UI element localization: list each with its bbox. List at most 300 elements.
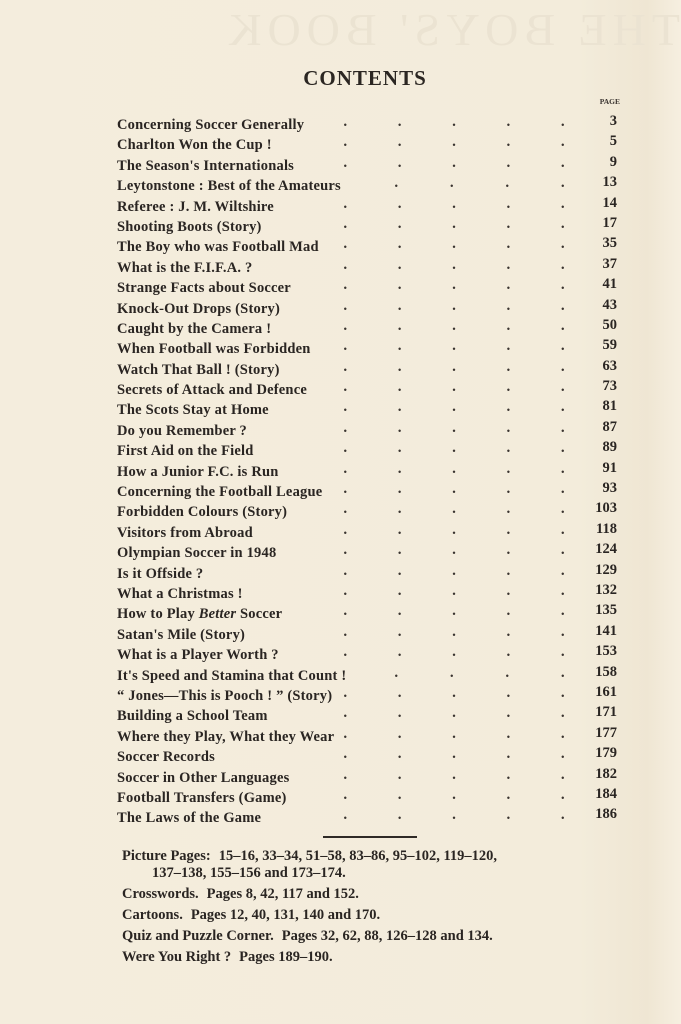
toc-entry [117, 439, 617, 459]
leader-dot: . [506, 767, 511, 783]
toc-entry-title: How a Junior F.C. is Run [117, 463, 279, 480]
leader-dot: . [560, 115, 565, 130]
contents-list [117, 113, 617, 827]
dot-leader [343, 115, 565, 131]
leader-dot: . [397, 685, 402, 701]
toc-entry [117, 806, 617, 826]
leader-dot: . [506, 604, 511, 620]
leader-dot: . [560, 624, 565, 640]
leader-dot: . [506, 563, 511, 579]
leader-dot: . [560, 502, 565, 518]
toc-entry [117, 378, 617, 398]
show-through-watermark: THE BOYS' BOOK [222, 4, 680, 55]
toc-entry-page: 103 [595, 500, 617, 517]
leader-dot: . [451, 645, 457, 661]
dot-leader [343, 543, 565, 559]
toc-entry-title: Football Transfers (Game) [117, 789, 287, 806]
toc-entry-title: The Boy who was Football Mad [117, 239, 319, 256]
leader-dot: . [504, 665, 510, 681]
leader-dot: . [449, 665, 454, 681]
dot-leader [343, 156, 565, 172]
leader-dot: . [397, 522, 402, 538]
leader-dot: . [343, 563, 348, 579]
leader-dot: . [397, 706, 402, 722]
toc-entry-title: Do you Remember ? [117, 422, 247, 439]
leader-dot: . [451, 482, 457, 498]
dot-leader [343, 176, 565, 192]
dot-leader [343, 237, 565, 253]
leader-dot: . [343, 278, 348, 294]
leader-dot: . [451, 706, 457, 722]
dot-leader [343, 360, 565, 376]
toc-entry-title: When Football was Forbidden [117, 341, 311, 358]
leader-dot: . [506, 706, 511, 722]
leader-dot: . [397, 604, 402, 620]
leader-dot: . [560, 237, 565, 253]
leader-dot: . [397, 257, 402, 273]
divider-rule [323, 836, 417, 838]
toc-entry-page: 37 [602, 255, 617, 272]
toc-entry-title: Concerning Soccer Generally [117, 117, 305, 133]
leader-dot: . [560, 563, 565, 579]
leader-dot: . [451, 257, 457, 273]
note-text: Pages 8, 42, 117 and 152. [206, 886, 359, 902]
leader-dot: . [506, 624, 511, 640]
toc-entry-title: “ Jones—This is Pooch ! ” (Story) [117, 687, 333, 704]
toc-entry-title: Concerning the Football League [117, 484, 323, 501]
leader-dot: . [397, 318, 402, 334]
leader-dot: . [397, 543, 402, 559]
leader-dot: . [560, 278, 565, 294]
leader-dot: . [506, 339, 511, 355]
dot-leader [343, 584, 565, 600]
toc-entry-title: Referee : J. M. Wiltshire [117, 198, 274, 215]
leader-dot: . [560, 482, 565, 498]
toc-entry-title: Soccer in Other Languages [117, 769, 290, 786]
leader-dot: . [397, 196, 402, 212]
dot-leader [343, 339, 565, 355]
toc-entry-page: 41 [602, 276, 617, 293]
toc-entry-page: 81 [602, 398, 617, 415]
toc-entry [117, 235, 617, 255]
toc-entry-page: 153 [595, 643, 617, 660]
toc-entry-title: Strange Facts about Soccer [117, 280, 291, 297]
toc-entry-page: 179 [595, 745, 617, 762]
dot-leader [343, 421, 565, 437]
toc-entry [117, 582, 617, 602]
leader-dot: . [506, 787, 511, 803]
leader-dot: . [506, 359, 511, 375]
toc-entry [117, 195, 617, 215]
leader-dot: . [560, 257, 565, 273]
leader-dot: . [451, 420, 457, 436]
leader-dot: . [451, 685, 457, 701]
leader-dot: . [397, 482, 402, 498]
leader-dot: . [560, 298, 565, 314]
leader-dot: . [397, 278, 402, 294]
leader-dot: . [560, 400, 565, 416]
leader-dot: . [451, 604, 457, 620]
leader-dot: . [343, 461, 348, 477]
note-text: Pages 32, 62, 88, 126–128 and 134. [281, 928, 493, 944]
leader-dot: . [506, 278, 511, 294]
leader-dot: . [397, 135, 402, 151]
leader-dot: . [506, 522, 511, 538]
leader-dot: . [560, 543, 565, 559]
toc-entry-page: 177 [595, 724, 617, 741]
leader-dot: . [506, 726, 511, 742]
toc-entry [117, 276, 617, 296]
toc-entry-title: Leytonstone : Best of the Amateurs [117, 178, 341, 195]
note-line [122, 949, 642, 966]
dot-leader [343, 502, 565, 518]
note-line [122, 928, 642, 945]
toc-entry-page: 93 [602, 480, 617, 497]
title-part: How to Play [117, 606, 199, 623]
leader-dot: . [451, 196, 457, 212]
leader-dot: . [397, 808, 402, 824]
leader-dot: . [343, 502, 348, 518]
toc-entry [117, 480, 617, 500]
leader-dot: . [343, 543, 348, 559]
leader-dot: . [397, 624, 402, 640]
leader-dot: . [451, 787, 457, 803]
toc-entry [117, 541, 617, 561]
leader-dot: . [506, 135, 511, 151]
leader-dot: . [451, 216, 457, 232]
toc-entry-title: Building a School Team [117, 708, 268, 725]
toc-entry-title: Satan's Mile (Story) [117, 626, 246, 643]
leader-dot: . [560, 461, 565, 477]
leader-dot: . [451, 359, 457, 375]
leader-dot: . [343, 257, 348, 273]
leader-dot: . [397, 767, 402, 783]
toc-entry-page: 59 [602, 337, 617, 354]
leader-dot: . [560, 380, 565, 396]
leader-dot: . [451, 339, 457, 355]
leader-dot: . [560, 176, 565, 192]
leader-dot: . [560, 685, 565, 701]
dot-leader [343, 462, 565, 478]
toc-entry [117, 786, 617, 806]
toc-entry-page: 73 [602, 378, 617, 395]
leader-dot: . [343, 298, 348, 314]
dot-leader [343, 400, 565, 416]
leader-dot: . [343, 808, 348, 824]
toc-entry [117, 398, 617, 418]
leader-dot: . [506, 420, 511, 436]
leader-dot: . [451, 155, 457, 171]
emphasis-text: Better [198, 606, 237, 623]
toc-entry [117, 562, 617, 582]
toc-entry-title: Olympian Soccer in 1948 [117, 545, 277, 562]
leader-dot: . [397, 502, 402, 518]
leader-dot: . [451, 583, 457, 599]
leader-dot: . [397, 563, 402, 579]
leader-dot: . [343, 400, 348, 416]
note-label: Picture Pages: [122, 848, 211, 864]
leader-dot: . [506, 543, 511, 559]
toc-entry-title: First Aid on the Field [117, 443, 254, 460]
toc-entry-title: Forbidden Colours (Story) [117, 504, 288, 521]
toc-entry-page: 89 [602, 439, 617, 456]
leader-dot: . [451, 624, 457, 640]
leader-dot: . [506, 380, 511, 396]
toc-entry [117, 500, 617, 520]
leader-dot: . [397, 420, 402, 436]
leader-dot: . [343, 115, 348, 130]
note-label: Cartoons. [122, 907, 183, 923]
toc-entry-page: 5 [609, 133, 617, 150]
note-text: Pages 189–190. [239, 949, 333, 965]
leader-dot: . [343, 359, 348, 375]
leader-dot: . [451, 747, 457, 763]
leader-dot: . [343, 237, 348, 253]
dot-leader [343, 686, 565, 702]
toc-entry-page: 129 [595, 561, 617, 578]
toc-entry [117, 317, 617, 337]
leader-dot: . [343, 624, 348, 640]
note-continuation: 137–138, 155–156 and 173–174. [152, 865, 346, 881]
leader-dot: . [506, 441, 511, 457]
leader-dot: . [560, 665, 565, 681]
leader-dot: . [397, 645, 402, 661]
leader-dot: . [451, 380, 457, 396]
toc-entry-page: 91 [602, 459, 617, 476]
leader-dot: . [343, 216, 348, 232]
toc-entry [117, 704, 617, 724]
dot-leader [343, 319, 565, 335]
leader-dot: . [451, 237, 457, 253]
toc-entry-page: 182 [595, 765, 617, 782]
leader-dot: . [343, 155, 348, 171]
dot-leader [343, 217, 565, 233]
leader-dot: . [560, 216, 565, 232]
leader-dot: . [506, 583, 511, 599]
note-line [122, 907, 642, 924]
leader-dot: . [560, 747, 565, 763]
dot-leader [343, 258, 565, 274]
leader-dot: . [451, 808, 457, 824]
toc-entry-title: The Season's Internationals [117, 157, 295, 174]
leader-dot: . [397, 747, 402, 763]
leader-dot: . [451, 441, 457, 457]
toc-entry-page: 171 [595, 704, 617, 721]
toc-entry [117, 643, 617, 663]
toc-entry [117, 725, 617, 745]
toc-entry-title: Secrets of Attack and Defence [117, 382, 307, 399]
leader-dot: . [451, 767, 457, 783]
toc-entry-title: The Scots Stay at Home [117, 402, 269, 419]
dot-leader [343, 135, 565, 151]
dot-leader [343, 625, 565, 641]
note-line [122, 848, 642, 882]
leader-dot: . [506, 502, 511, 518]
leader-dot: . [397, 298, 402, 314]
dot-leader [343, 604, 565, 620]
dot-leader [343, 645, 565, 661]
toc-entry-page: 63 [602, 357, 617, 374]
toc-entry-page: 132 [595, 581, 617, 598]
note-label: Were You Right ? [122, 949, 232, 965]
toc-entry-title: Is it Offside ? [117, 565, 204, 582]
leader-dot: . [506, 645, 511, 661]
toc-entry-page: 87 [602, 418, 617, 435]
toc-entry [117, 602, 617, 622]
leader-dot: . [343, 767, 348, 783]
leader-dot: . [449, 176, 454, 192]
toc-entry-page: 13 [602, 174, 617, 191]
note-text: Pages 12, 40, 131, 140 and 170. [190, 907, 381, 923]
leader-dot: . [343, 339, 348, 355]
dot-leader [343, 523, 565, 539]
dot-leader [343, 380, 565, 396]
leader-dot: . [560, 196, 565, 212]
toc-entry-page: 184 [595, 785, 617, 802]
dot-leader [343, 441, 565, 457]
dot-leader [343, 768, 565, 784]
toc-entry-page: 161 [595, 683, 617, 700]
leader-dot: . [506, 216, 511, 232]
leader-dot: . [506, 400, 511, 416]
toc-entry-title: Shooting Boots (Story) [117, 218, 262, 235]
leader-dot: . [393, 665, 399, 681]
leader-dot: . [397, 726, 402, 742]
leader-dot: . [506, 155, 511, 171]
toc-entry-page: 135 [595, 602, 617, 619]
toc-entry-page: 141 [595, 622, 617, 639]
toc-entry-title: Charlton Won the Cup ! [117, 137, 272, 154]
toc-entry [117, 358, 617, 378]
leader-dot: . [397, 380, 402, 396]
toc-entry-page: 9 [609, 153, 617, 170]
leader-dot: . [560, 318, 565, 334]
dot-leader [343, 788, 565, 804]
leader-dot: . [560, 726, 565, 742]
leader-dot: . [506, 298, 511, 314]
toc-entry-title: What a Christmas ! [117, 585, 243, 602]
leader-dot: . [560, 767, 565, 783]
toc-entry [117, 337, 617, 357]
toc-entry-page: 186 [595, 806, 617, 823]
leader-dot: . [451, 461, 457, 477]
leader-dot: . [343, 583, 348, 599]
toc-entry-title [117, 606, 282, 623]
leader-dot: . [343, 685, 348, 701]
toc-entry-page: 43 [602, 296, 617, 313]
leader-dot: . [343, 604, 348, 620]
toc-entry-title: Soccer Records [117, 749, 215, 766]
leader-dot: . [393, 176, 399, 192]
leader-dot: . [451, 400, 457, 416]
leader-dot: . [451, 522, 457, 538]
leader-dot: . [506, 808, 511, 824]
leader-dot: . [343, 318, 348, 334]
leader-dot: . [343, 747, 348, 763]
toc-entry-title: Knock-Out Drops (Story) [117, 300, 281, 317]
toc-entry [117, 745, 617, 765]
toc-entry [117, 766, 617, 786]
toc-entry-title: Watch That Ball ! (Story) [117, 361, 280, 378]
leader-dot: . [560, 441, 565, 457]
leader-dot: . [451, 318, 457, 334]
dot-leader [343, 197, 565, 213]
leader-dot: . [397, 787, 402, 803]
note-line [122, 886, 642, 903]
leader-dot: . [343, 380, 348, 396]
leader-dot: . [397, 441, 402, 457]
leader-dot: . [343, 420, 348, 436]
toc-entry [117, 297, 617, 317]
leader-dot: . [560, 583, 565, 599]
leader-dot: . [397, 237, 402, 253]
toc-entry-page: 14 [602, 194, 617, 211]
leader-dot: . [560, 420, 565, 436]
toc-entry [117, 215, 617, 235]
leader-dot: . [451, 278, 457, 294]
dot-leader [343, 482, 565, 498]
dot-leader [343, 666, 565, 682]
leader-dot: . [506, 115, 511, 130]
leader-dot: . [343, 482, 348, 498]
leader-dot: . [451, 115, 457, 130]
leader-dot: . [560, 604, 565, 620]
toc-entry-page: 124 [595, 541, 617, 558]
title-part: Soccer [236, 606, 283, 623]
leader-dot: . [451, 135, 457, 151]
leader-dot: . [397, 155, 402, 171]
toc-entry-title: What is a Player Worth ? [117, 647, 279, 664]
leader-dot: . [397, 583, 402, 599]
dot-leader [343, 278, 565, 294]
dot-leader [343, 299, 565, 315]
toc-entry [117, 623, 617, 643]
leader-dot: . [506, 257, 511, 273]
leader-dot: . [451, 563, 457, 579]
leader-dot: . [343, 726, 348, 742]
leader-dot: . [560, 706, 565, 722]
dot-leader [343, 747, 565, 763]
leader-dot: . [451, 726, 457, 742]
toc-entry [117, 521, 617, 541]
toc-entry-title: What is the F.I.F.A. ? [117, 259, 253, 276]
leader-dot: . [397, 115, 402, 130]
supplementary-notes [122, 848, 642, 970]
dot-leader [343, 808, 565, 824]
leader-dot: . [506, 318, 511, 334]
leader-dot: . [343, 787, 348, 803]
dot-leader [343, 706, 565, 722]
leader-dot: . [560, 808, 565, 824]
toc-entry [117, 154, 617, 174]
leader-dot: . [506, 482, 511, 498]
toc-entry-title: The Laws of the Game [117, 810, 262, 827]
leader-dot: . [560, 787, 565, 803]
toc-entry-title: Where they Play, What they Wear [117, 728, 335, 745]
leader-dot: . [451, 543, 457, 559]
leader-dot: . [397, 400, 402, 416]
toc-entry-title: Caught by the Camera ! [117, 320, 272, 337]
toc-entry-page: 17 [602, 214, 617, 231]
toc-entry [117, 256, 617, 276]
toc-entry-title: It's Speed and Stamina that Count ! [117, 667, 347, 684]
leader-dot: . [560, 359, 565, 375]
leader-dot: . [397, 216, 402, 232]
page-title: CONTENTS [303, 66, 427, 90]
leader-dot: . [506, 747, 511, 763]
leader-dot: . [560, 155, 565, 171]
toc-entry [117, 664, 617, 684]
